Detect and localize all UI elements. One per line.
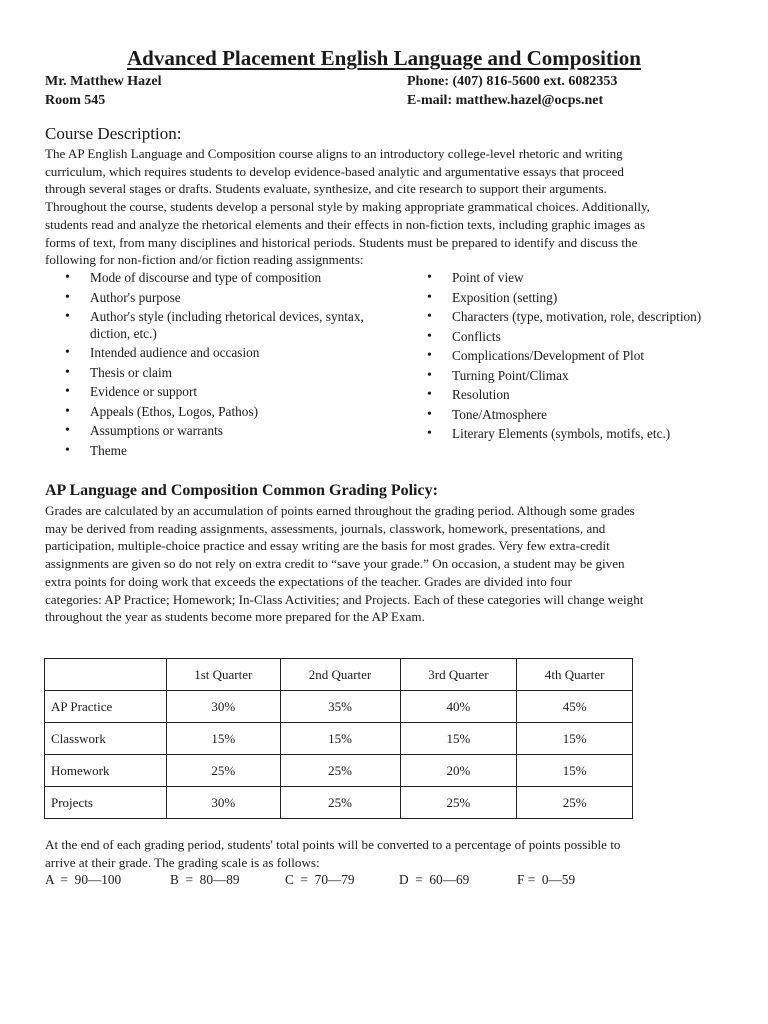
- list-item: • Exposition (setting): [427, 290, 712, 307]
- text-line: The AP English Language and Composition course aligns to an introductory college-level rhetoric and writing: [45, 146, 623, 161]
- row-label: Projects: [45, 787, 167, 819]
- grade-weights-table: [44, 658, 633, 819]
- row-label: AP Practice: [45, 691, 167, 723]
- text-line: Grades are calculated by an accumulation of points earned throughout the grading period. Although some grades: [45, 503, 635, 518]
- course-description-heading: Course Description:: [45, 124, 182, 143]
- list-item: • Mode of discourse and type of composition: [65, 270, 365, 287]
- table-header-row: [45, 659, 633, 691]
- row-label: Classwork: [45, 723, 167, 755]
- table-row: [45, 755, 633, 787]
- list-item: • Assumptions or warrants: [65, 423, 365, 440]
- fiction-elements-list: [427, 270, 712, 446]
- table-cell: 25%: [280, 755, 400, 787]
- table-cell: 35%: [280, 691, 400, 723]
- row-label: Homework: [45, 755, 167, 787]
- document-title: Advanced Placement English Language and Composition: [127, 46, 641, 70]
- table-cell: 45%: [517, 691, 633, 723]
- text-line: through several stages or drafts. Students evaluate, synthesize, and cite research to support their arguments.: [45, 181, 607, 197]
- grade-scale-c: C = 70—79: [285, 872, 355, 887]
- text-line: students read and analyze the rhetorical elements and their effects in non-fiction texts, including graphic images as: [45, 216, 646, 232]
- text-line: following for non-fiction and/or fiction reading assignments:: [45, 252, 364, 268]
- text-line: At the end of each grading period, students' total points will be converted to a percentage of points possible to: [45, 837, 621, 852]
- list-item: • Author's purpose: [65, 290, 365, 307]
- table-row: [45, 691, 633, 723]
- column-header: 1st Quarter: [167, 659, 281, 691]
- list-item: • Author's style (including rhetorical devices, syntax, diction, etc.): [65, 309, 365, 342]
- grade-scale-b: B = 80—89: [170, 872, 240, 887]
- grading-policy-text: [45, 502, 730, 626]
- email-address: E-mail: matthew.hazel@ocps.net: [407, 93, 604, 108]
- list-item: • Tone/Atmosphere: [427, 407, 712, 424]
- table-cell: 30%: [167, 691, 281, 723]
- list-item: • Characters (type, motivation, role, description): [427, 309, 712, 326]
- column-header: 4th Quarter: [517, 659, 633, 691]
- list-item: • Resolution: [427, 387, 712, 404]
- grade-scale-a: A = 90—100: [45, 872, 122, 887]
- nonfiction-elements-list: [65, 270, 365, 462]
- list-item: • Literary Elements (symbols, motifs, etc.): [427, 426, 712, 443]
- text-line: participation, multiple-choice practice and essay writing are the basis for most grades. Very few extra-credit: [45, 538, 610, 554]
- column-header: 3rd Quarter: [400, 659, 517, 691]
- text-line: throughout the year as students become more prepared for the AP Exam.: [45, 609, 425, 625]
- list-item: • Turning Point/Climax: [427, 368, 712, 385]
- text-line: categories: AP Practice; Homework; In-Class Activities; and Projects. Each of these categories will change weight: [45, 591, 644, 607]
- room-number: Room 545: [45, 93, 106, 108]
- table-cell: 15%: [167, 723, 281, 755]
- text-line: extra points for doing work that exceeds the expectations of the teacher. Grades are divided into four: [45, 573, 572, 589]
- table-cell: 25%: [167, 755, 281, 787]
- list-item: • Appeals (Ethos, Logos, Pathos): [65, 404, 365, 421]
- table-cell: 25%: [400, 787, 517, 819]
- table-cell: 15%: [517, 723, 633, 755]
- grading-scale-intro: [45, 836, 730, 871]
- column-header: [45, 659, 167, 691]
- text-line: assignments are given so do not rely on extra credit to “save your grade.” On occasion, a student may be given: [45, 556, 625, 572]
- text-line: forms of text, from many disciplines and historical periods. Students must be prepared to identify and discuss the: [45, 234, 638, 250]
- list-item: • Evidence or support: [65, 384, 365, 401]
- text-line: arrive at their grade. The grading scale is as follows:: [45, 854, 320, 870]
- table-cell: 25%: [280, 787, 400, 819]
- table-row: [45, 723, 633, 755]
- table-cell: 15%: [400, 723, 517, 755]
- text-line: may be derived from reading assignments, assessments, journals, classwork, homework, presentations, and: [45, 520, 606, 536]
- grading-policy-heading: AP Language and Composition Common Grading Policy:: [45, 482, 438, 499]
- table-cell: 25%: [517, 787, 633, 819]
- table-cell: 15%: [280, 723, 400, 755]
- table-row: [45, 787, 633, 819]
- teacher-name: Mr. Matthew Hazel: [45, 74, 162, 89]
- course-description-text: [45, 145, 730, 269]
- list-item: • Conflicts: [427, 329, 712, 346]
- text-line: Throughout the course, students develop a personal style by making appropriate grammatical choices. Additionally,: [45, 199, 650, 215]
- list-item: • Point of view: [427, 270, 712, 287]
- column-header: 2nd Quarter: [280, 659, 400, 691]
- table-cell: 30%: [167, 787, 281, 819]
- grade-scale-d: D = 60—69: [399, 872, 470, 887]
- list-item: • Thesis or claim: [65, 365, 365, 382]
- list-item: • Theme: [65, 443, 365, 460]
- table-cell: 15%: [517, 755, 633, 787]
- text-line: curriculum, which requires students to develop evidence-based analytic and argumentative essays that proceed: [45, 163, 624, 179]
- table-cell: 40%: [400, 691, 517, 723]
- grade-scale-f: F = 0—59: [517, 872, 576, 887]
- phone-number: Phone: (407) 816-5600 ext. 6082353: [407, 74, 618, 89]
- list-item: • Intended audience and occasion: [65, 345, 365, 362]
- table-cell: 20%: [400, 755, 517, 787]
- list-item: • Complications/Development of Plot: [427, 348, 712, 365]
